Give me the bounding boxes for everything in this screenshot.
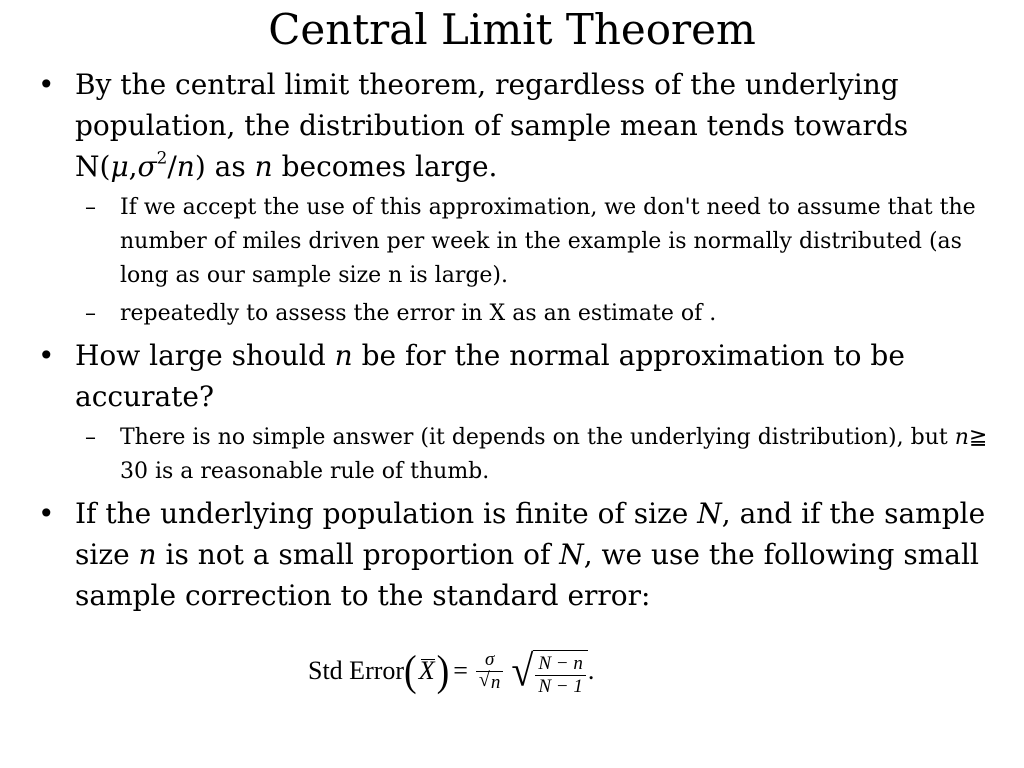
sub-bullet-text: If we accept the use of this approximation, we don't need to assume that the number of miles driven per week in the example is normally distributed (as long as our sample size n is large). [120,195,976,288]
bullet-icon: • [38,68,55,101]
N-variable: N [697,497,722,530]
bullet-icon: • [38,339,55,372]
slide-content [38,64,998,620]
dash-icon: – [85,425,96,450]
std-error-formula [308,641,594,701]
close-paren: ) [194,150,206,183]
sub-bullet-repeatedly [85,297,998,331]
equals-sign: = [453,656,468,685]
dash-icon: – [85,301,96,326]
bullet-text-3b: , and if the sample size [75,497,986,571]
n-variable: n [176,150,195,183]
square-exponent: 2 [156,147,168,168]
bullet-finite-population [38,493,998,616]
x-bar-symbol: X [418,656,435,685]
bullet-how-large [38,335,998,417]
left-paren: ( [404,646,417,696]
N-variable: N [559,538,584,571]
n-variable: n [254,150,273,183]
radical-icon: √ [478,668,490,691]
bullet-text-1b: as [205,150,255,183]
n-variable: n [334,339,353,372]
bullet-text-3c: is not a small proportion of [156,538,560,571]
sub-bullet-text-a: There is no simple answer (it depends on the underlying distribution), but [120,425,955,450]
bullet-text-1a: By the central limit theorem, regardless of the underlying population, the distribution of sample mean tends towards N( [75,68,909,183]
correction-numerator: N − n [538,653,583,674]
correction-fraction [535,653,586,698]
fraction-denominator [476,668,504,694]
dash-icon: – [85,195,96,220]
n-variable: n [954,425,969,450]
bullet-icon: • [38,497,55,530]
bullet-text-2a: How large should [75,339,335,372]
correction-radical [511,644,587,698]
small-radical [478,668,501,694]
sigma-over-root-n [476,649,504,694]
mu-symbol: μ [110,150,129,183]
bullet-text-3d: , we use the following small sample correction to the standard error: [75,538,979,612]
sub-bullet-rule-of-thumb [85,421,998,489]
slash: / [167,150,177,183]
right-paren: ) [436,646,450,696]
slide-title: Central Limit Theorem [268,5,756,54]
n-variable: n [138,538,157,571]
radical-body [533,650,588,698]
correction-denominator: N − 1 [535,675,586,698]
sub-bullet-approximation [85,191,998,293]
n-variable: n [490,671,501,693]
sub-bullet-text: repeatedly to assess the error in X as an estimate of . [120,301,717,326]
bullet-text-1c: becomes large. [272,150,498,183]
bullet-clt-definition [38,64,998,187]
sigma-symbol: σ [484,648,495,670]
comma: , [128,150,138,183]
sigma-symbol: σ [137,150,157,183]
formula-label: Std Error [308,656,405,685]
sub-bullet-text-b: ≧ 30 is a reasonable rule of thumb. [120,425,988,484]
bullet-text-2b: be for the normal approximation to be accurate? [75,339,905,413]
bullet-text-3a: If the underlying population is finite of size [75,497,698,530]
formula-period: . [587,656,595,685]
radical-icon: √ [511,645,534,696]
